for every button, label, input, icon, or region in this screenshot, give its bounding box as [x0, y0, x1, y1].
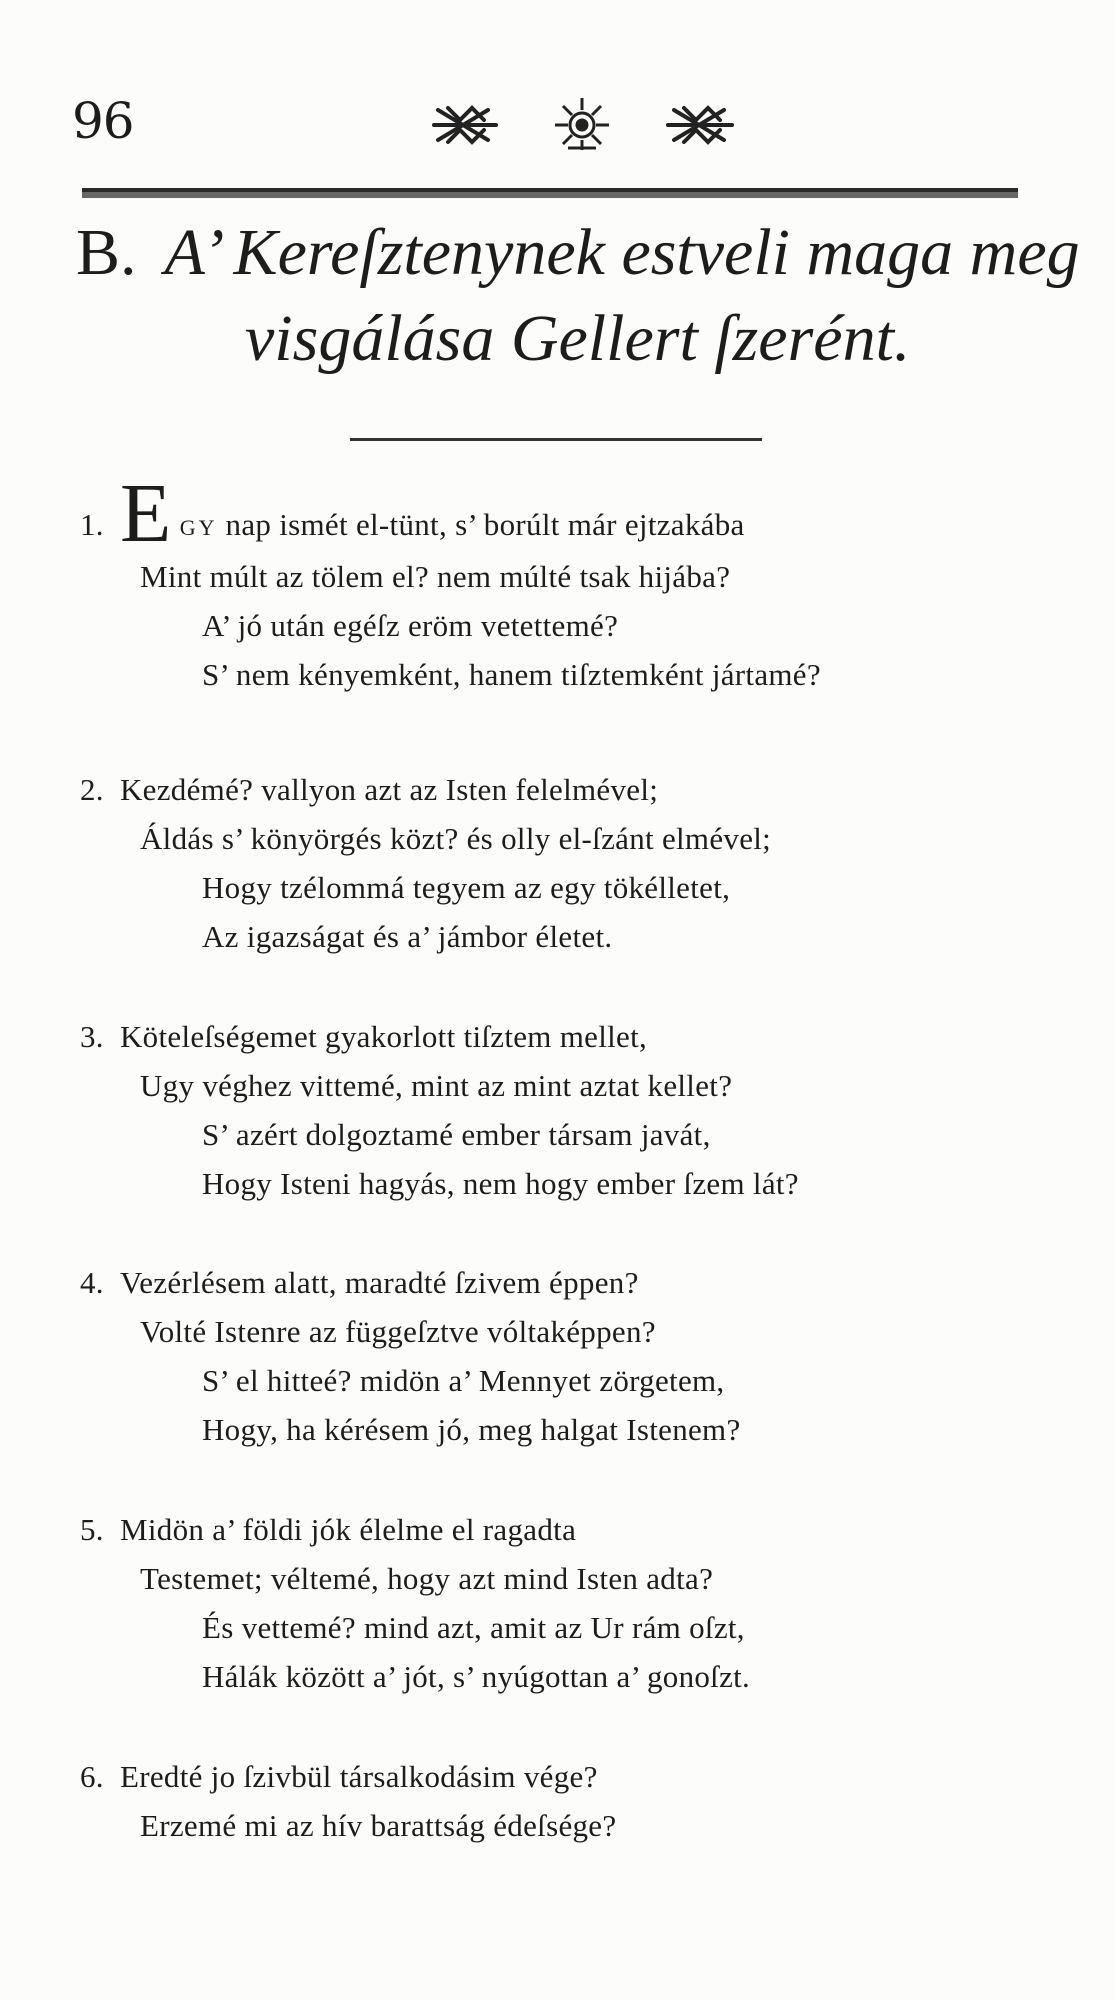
stanza-line: S’ azért dolgoztamé ember társam javát,	[202, 1117, 711, 1152]
stanza-line: Áldás s’ könyörgés közt? és olly el-ſzánt elmével;	[140, 821, 772, 856]
stanza-line	[80, 1258, 1040, 1307]
stanza-number: 6.	[80, 1759, 104, 1794]
stanza-3	[80, 1012, 1040, 1208]
stanza-line	[80, 1012, 1040, 1061]
stanza-line: Hogy Isteni hagyás, nem hogy ember ſzem lát?	[202, 1166, 799, 1201]
stanza-number: 3.	[80, 1019, 104, 1054]
stanza-line: Erzemé mi az hív barattság édeſsége?	[140, 1808, 617, 1843]
title-text-1: A’ Kereſztenynek estveli maga meg	[164, 216, 1080, 289]
stanza-line	[80, 467, 1040, 560]
stanza-line: Hogy tzélommá tegyem az egy tökélletet,	[202, 870, 731, 905]
stanza-line: Volté Istenre az függeſztve vóltaképpen?	[140, 1314, 656, 1349]
title-line-2: visgálása Gellert ſzerént.	[245, 302, 911, 375]
stanza-line: Hogy, ha kérésem jó, meg halgat Istenem?	[202, 1412, 741, 1447]
stanza-2	[80, 765, 1040, 961]
line-text: Midön a’ földi jók élelme el ragadta	[120, 1512, 577, 1547]
stanza-line: Ugy véghez vittemé, mint az mint aztat kellet?	[140, 1068, 733, 1103]
drop-cap: E	[120, 467, 172, 560]
stanza-line: Hálák között a’ jót, s’ nyúgottan a’ gonoſzt.	[202, 1659, 751, 1694]
stanza-number: 1.	[80, 507, 104, 542]
stanza-6	[80, 1752, 1040, 1850]
stanza-line	[80, 1752, 1040, 1801]
stanza-line: És vettemé? mind azt, amit az Ur rám oſzt,	[202, 1610, 745, 1645]
title-line-1	[70, 216, 1080, 289]
stanza-line	[80, 765, 1040, 814]
stanza-line: S’ nem kényemként, hanem tiſztemként jártamé?	[202, 657, 821, 692]
stanza-line: Testemet; véltemé, hogy azt mind Isten adta?	[140, 1561, 714, 1596]
title-divider	[350, 438, 762, 441]
stanza-5	[80, 1505, 1040, 1701]
stanza-4	[80, 1258, 1040, 1454]
line-text: Köteleſségemet gyakorlott tiſztem mellet,	[120, 1019, 648, 1054]
drop-cap-tail: GY	[179, 515, 218, 540]
poem-title	[70, 216, 1080, 375]
top-rule	[82, 188, 1018, 198]
stanza-line: S’ el hitteé? midön a’ Mennyet zörgetem,	[202, 1363, 725, 1398]
stanza-1	[80, 467, 1040, 699]
ornament-icon	[430, 96, 740, 150]
line-text: Eredté jo ſzivbül társalkodásim vége?	[120, 1759, 598, 1794]
line-text: Kezdémé? vallyon azt az Isten felelmével;	[120, 772, 659, 807]
page-number: 96	[72, 92, 134, 150]
line-text: Vezérlésem alatt, maradté ſzivem éppen?	[120, 1265, 639, 1300]
title-letter: B.	[76, 216, 137, 289]
stanza-number: 2.	[80, 772, 104, 807]
stanza-line	[80, 1505, 1040, 1554]
stanza-number: 4.	[80, 1265, 104, 1300]
line-text: nap ismét el-tünt, s’ borúlt már ejtzakába	[225, 507, 745, 542]
stanza-number: 5.	[80, 1512, 104, 1547]
stanza-line: Az igazságat és a’ jámbor életet.	[202, 919, 613, 954]
stanza-line: Mint múlt az tölem el? nem múlté tsak hijába?	[140, 559, 731, 594]
stanza-line: A’ jó után egéſz eröm vetettemé?	[202, 608, 619, 643]
